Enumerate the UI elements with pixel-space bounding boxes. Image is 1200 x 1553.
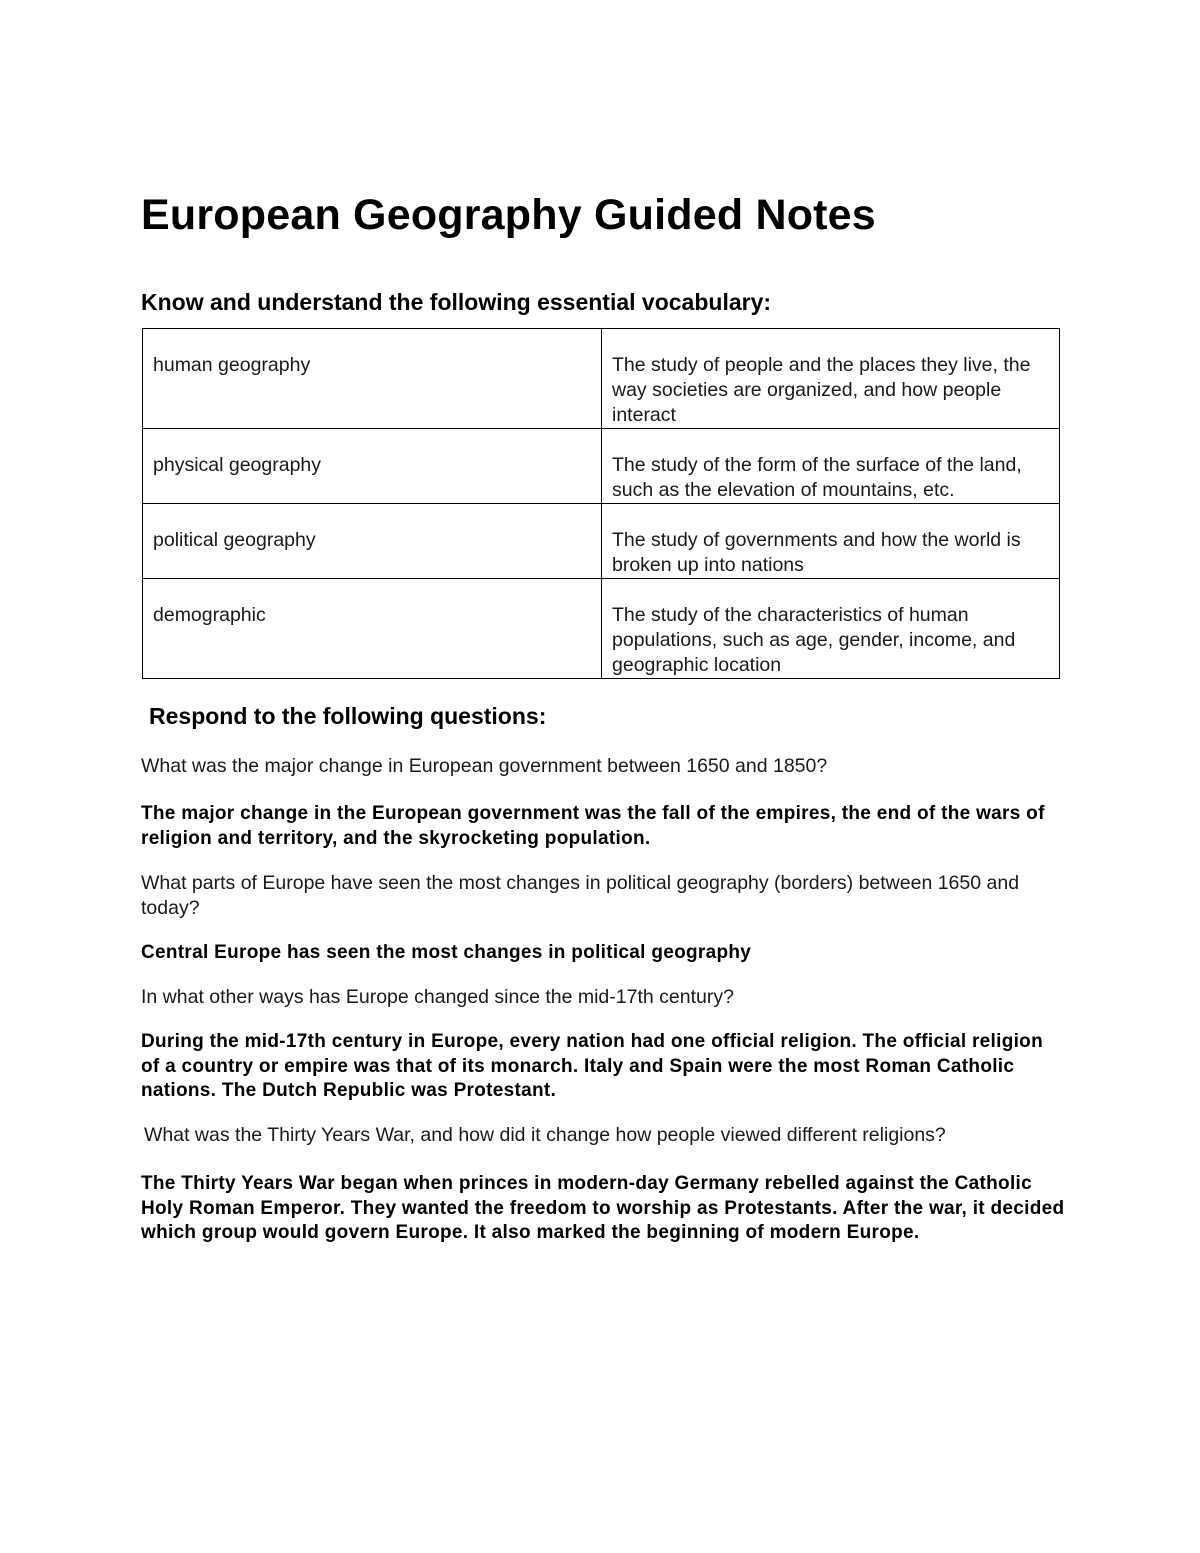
vocabulary-definition: The study of people and the places they live, the way societies are organized, and how people interact xyxy=(602,329,1060,429)
answer-1: The major change in the European government was the fall of the empires, the end of the wars of religion and territory, and the skyrocketing population. xyxy=(141,803,1045,849)
question-3: In what other ways has Europe changed since the mid-17th century? xyxy=(141,986,734,1008)
vocabulary-row xyxy=(143,429,1060,504)
vocabulary-term: demographic xyxy=(143,579,602,679)
vocabulary-term: political geography xyxy=(143,504,602,579)
vocabulary-row xyxy=(143,579,1060,679)
answer-4: The Thirty Years War began when princes in modern-day Germany rebelled against the Catholic Holy Roman Emperor. They wanted the freedom to worship as Protestants. After the war, it decided which group would govern Europe. It also marked the beginning of modern Europe. xyxy=(141,1173,1065,1243)
question-1: What was the major change in European government between 1650 and 1850? xyxy=(141,755,828,777)
question-4: What was the Thirty Years War, and how did it change how people viewed different religions? xyxy=(144,1124,946,1146)
vocabulary-definition: The study of governments and how the world is broken up into nations xyxy=(602,504,1060,579)
page-title: European Geography Guided Notes xyxy=(141,191,876,239)
vocabulary-definition: The study of the characteristics of human populations, such as age, gender, income, and geographic location xyxy=(602,579,1060,679)
vocabulary-term: physical geography xyxy=(143,429,602,504)
vocabulary-row xyxy=(143,504,1060,579)
vocabulary-row xyxy=(143,329,1060,429)
vocabulary-heading: Know and understand the following essential vocabulary: xyxy=(141,289,772,315)
answer-2: Central Europe has seen the most changes in political geography xyxy=(141,942,752,963)
question-2: What parts of Europe have seen the most changes in political geography (borders) between 1650 and today? xyxy=(141,872,1020,919)
answer-3: During the mid-17th century in Europe, every nation had one official religion. The official religion of a country or empire was that of its monarch. Italy and Spain were the most Roman Catholic nations. The Dutch Republic was Protestant. xyxy=(141,1031,1043,1101)
vocabulary-term: human geography xyxy=(143,329,602,429)
vocabulary-table xyxy=(142,328,1060,679)
vocabulary-definition: The study of the form of the surface of the land, such as the elevation of mountains, etc. xyxy=(602,429,1060,504)
questions-heading: Respond to the following questions: xyxy=(149,703,547,729)
